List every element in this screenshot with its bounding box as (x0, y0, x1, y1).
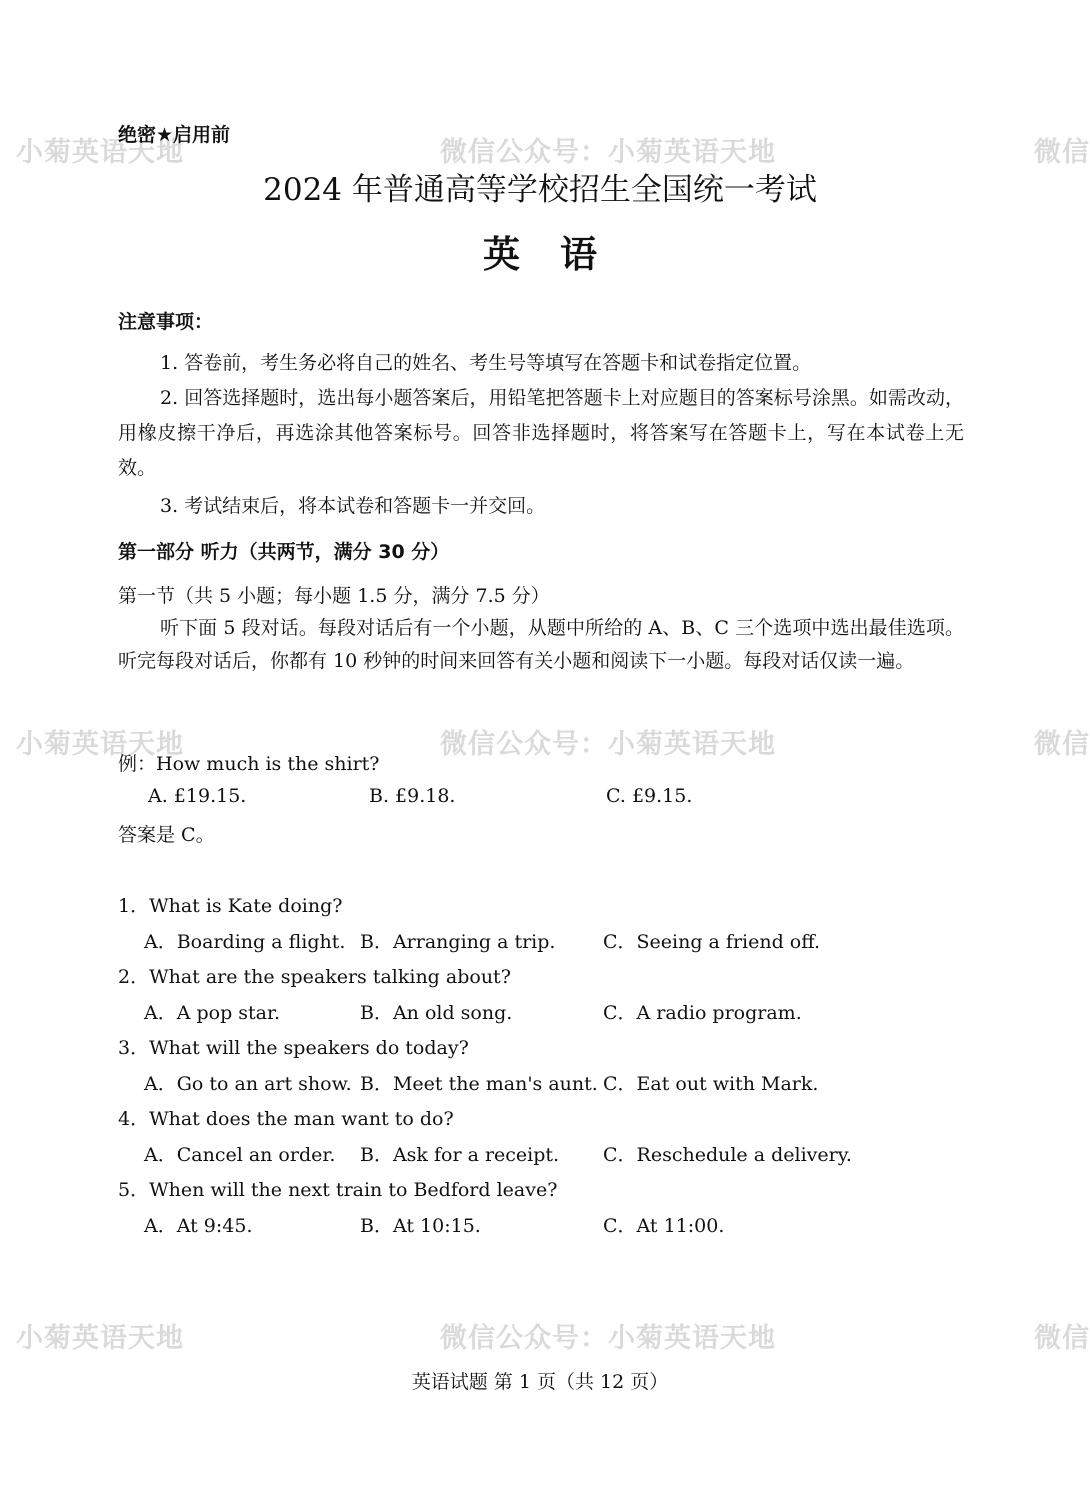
example-option-c: C. £9.15. (606, 785, 693, 807)
page-footer: 英语试题 第 1 页（共 12 页） (411, 1371, 669, 1393)
secret-label: 绝密★启用前 (118, 124, 231, 146)
question-4: 4．What does the man want to do? (118, 1108, 454, 1130)
part-heading: 第一部分 听力（共两节，满分 30 分） (118, 541, 450, 563)
watermark-center-2: 微信公众号：小菊英语天地 (440, 729, 776, 760)
note-item-1: 1. 答卷前，考生务必将自己的姓名、考生号等填写在答题卡和试卷指定位置。 (160, 352, 812, 374)
question-3-option-a: A．Go to an art show. (144, 1073, 352, 1095)
watermark-center-1: 微信公众号：小菊英语天地 (440, 137, 776, 168)
example-question: 例：How much is the shirt? (118, 753, 380, 775)
question-4-option-a: A．Cancel an order. (144, 1144, 336, 1166)
question-5-option-c: C．At 11:00. (603, 1215, 725, 1237)
watermark-left-1: 小菊英语天地 (16, 137, 184, 168)
watermark-right-2: 微信 (1034, 729, 1090, 760)
example-option-b: B. £9.18. (369, 785, 456, 807)
note-item-2: 2. 回答选择题时，选出每小题答案后，用铅笔把答题卡上对应题目的答案标号涂黑。如需改动，用橡皮擦干净后，再选涂其他答案标号。回答非选择题时，将答案写在答题卡上，写在本试卷上无效。 (118, 387, 964, 479)
watermark-left-3: 小菊英语天地 (16, 1323, 184, 1354)
question-3-option-b: B．Meet the man's aunt. (360, 1073, 598, 1095)
question-1-option-a: A．Boarding a flight. (144, 931, 346, 953)
question-2-option-b: B．An old song. (360, 1002, 513, 1024)
question-5-option-b: B．At 10:15. (360, 1215, 481, 1237)
question-3: 3．What will the speakers do today? (118, 1037, 469, 1059)
question-1-option-b: B．Arranging a trip. (360, 931, 556, 953)
example-option-a: A. £19.15. (148, 785, 247, 807)
example-answer: 答案是 C。 (118, 824, 215, 846)
section-heading: 第一节（共 5 小题；每小题 1.5 分，满分 7.5 分） (118, 585, 550, 607)
note-item-3: 3. 考试结束后，将本试卷和答题卡一并交回。 (160, 495, 546, 517)
listening-instructions: 听下面 5 段对话。每段对话后有一个小题，从题中所给的 A、B、C 三个选项中选出最佳选项。听完每段对话后，你都有 10 秒钟的时间来回答有关小题和阅读下一小题。每段对话仅读一遍。 (118, 617, 964, 672)
question-1-option-c: C．Seeing a friend off. (603, 931, 821, 953)
question-3-option-c: C．Eat out with Mark. (603, 1073, 819, 1095)
question-4-option-c: C．Reschedule a delivery. (603, 1144, 852, 1166)
question-5-option-a: A．At 9:45. (144, 1215, 253, 1237)
watermark-center-3: 微信公众号：小菊英语天地 (440, 1323, 776, 1354)
notes-heading: 注意事项： (118, 311, 214, 333)
exam-title: 2024 年普通高等学校招生全国统一考试 (263, 172, 817, 208)
subject-title: 英语 (483, 232, 637, 276)
watermark-right-3: 微信 (1034, 1323, 1090, 1354)
watermark-left-2: 小菊英语天地 (16, 729, 184, 760)
watermark-right-1: 微信 (1034, 137, 1090, 168)
question-2-option-c: C．A radio program. (603, 1002, 802, 1024)
question-5: 5．When will the next train to Bedford leave? (118, 1179, 558, 1201)
question-4-option-b: B．Ask for a receipt. (360, 1144, 560, 1166)
question-1: 1．What is Kate doing? (118, 895, 343, 917)
question-2: 2．What are the speakers talking about? (118, 966, 511, 988)
question-2-option-a: A．A pop star. (144, 1002, 281, 1024)
